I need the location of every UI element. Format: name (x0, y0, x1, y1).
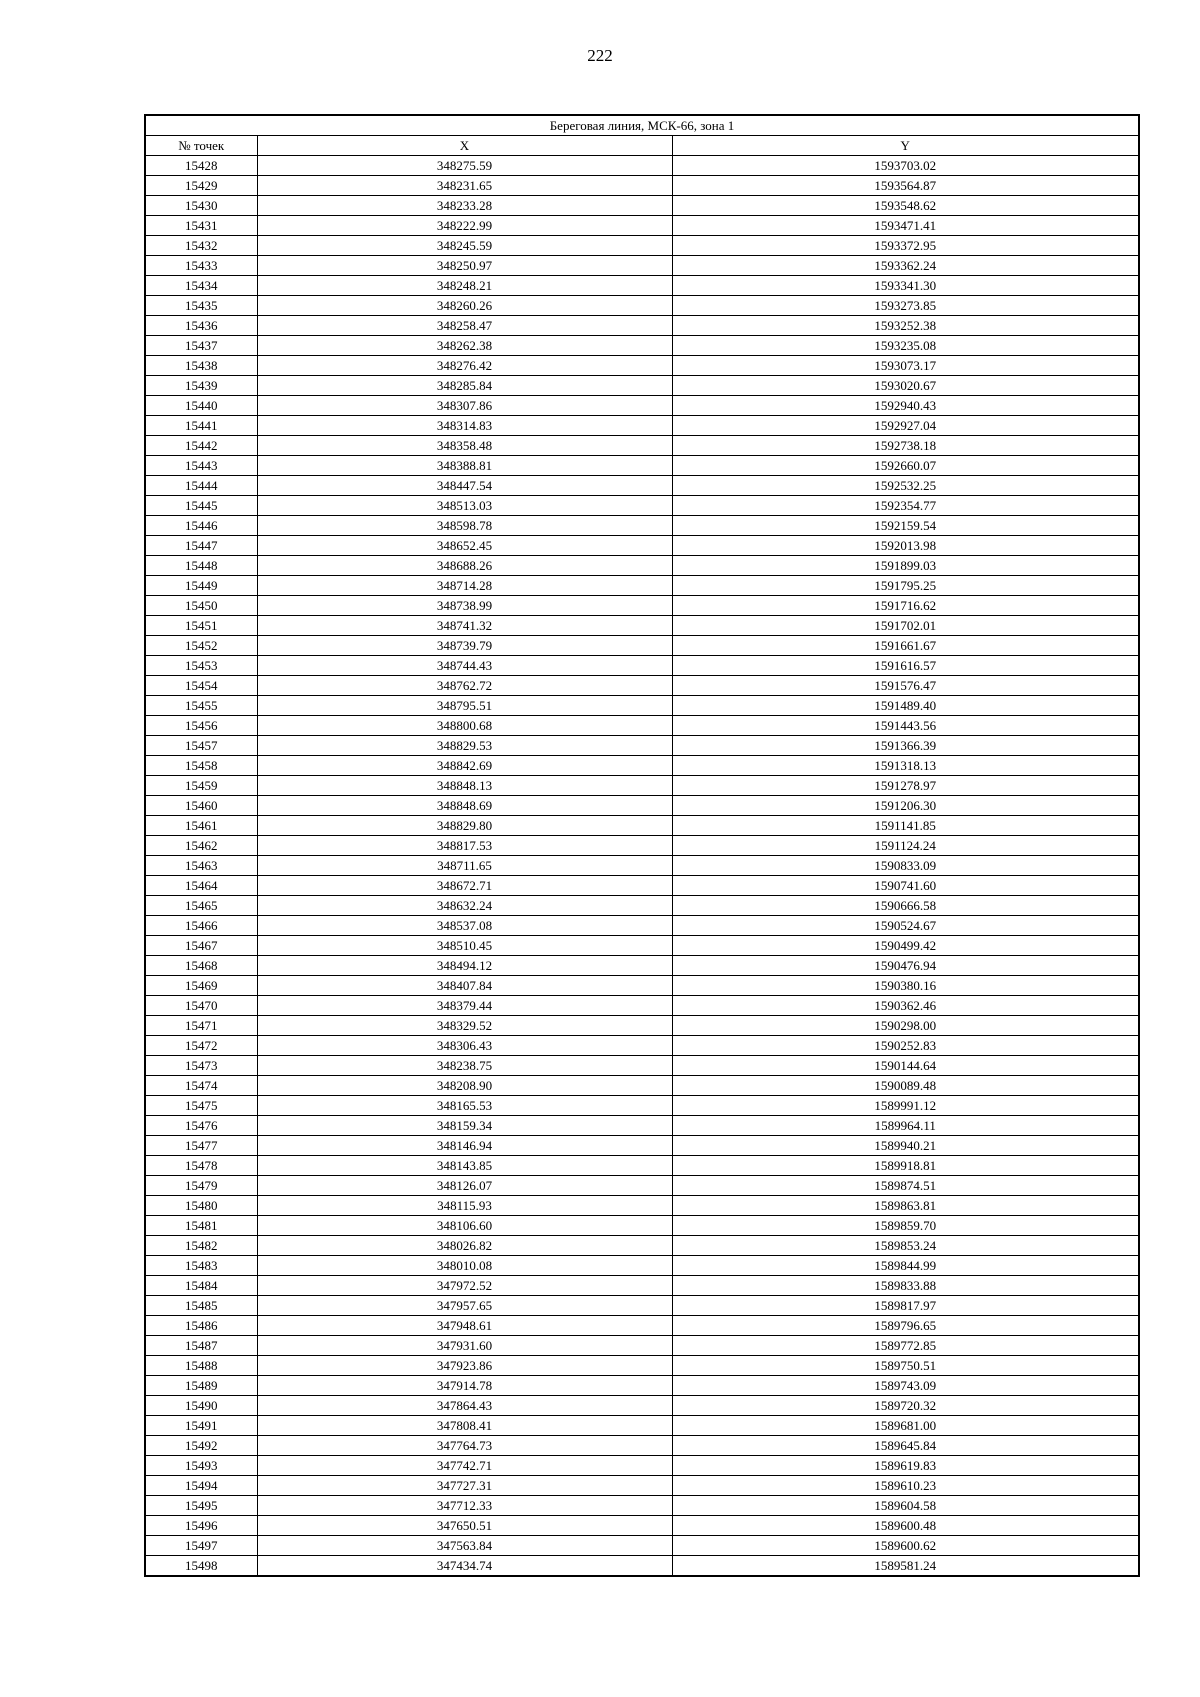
table-row (145, 1136, 1139, 1156)
table-row (145, 336, 1139, 356)
cell-y: 1589720.32 (672, 1396, 1139, 1416)
cell-y: 1589796.65 (672, 1316, 1139, 1336)
cell-y: 1593235.08 (672, 336, 1139, 356)
table-row (145, 736, 1139, 756)
cell-point-number: 15491 (145, 1416, 257, 1436)
cell-y: 1591795.25 (672, 576, 1139, 596)
column-header-point-number: № точек (145, 136, 257, 156)
cell-y: 1591616.57 (672, 656, 1139, 676)
cell-x: 348248.21 (257, 276, 672, 296)
cell-point-number: 15457 (145, 736, 257, 756)
cell-y: 1589918.81 (672, 1156, 1139, 1176)
cell-point-number: 15498 (145, 1556, 257, 1577)
table-row (145, 876, 1139, 896)
cell-point-number: 15496 (145, 1516, 257, 1536)
cell-x: 348026.82 (257, 1236, 672, 1256)
cell-y: 1589844.99 (672, 1256, 1139, 1276)
cell-x: 348285.84 (257, 376, 672, 396)
cell-y: 1589610.23 (672, 1476, 1139, 1496)
cell-x: 348250.97 (257, 256, 672, 276)
cell-y: 1589833.88 (672, 1276, 1139, 1296)
table-row (145, 1076, 1139, 1096)
cell-y: 1593372.95 (672, 236, 1139, 256)
cell-y: 1590524.67 (672, 916, 1139, 936)
cell-x: 348329.52 (257, 1016, 672, 1036)
cell-y: 1590362.46 (672, 996, 1139, 1016)
cell-x: 348159.34 (257, 1116, 672, 1136)
cell-x: 347957.65 (257, 1296, 672, 1316)
table-row (145, 556, 1139, 576)
cell-x: 347742.71 (257, 1456, 672, 1476)
cell-point-number: 15440 (145, 396, 257, 416)
cell-y: 1589940.21 (672, 1136, 1139, 1156)
cell-point-number: 15497 (145, 1536, 257, 1556)
table-row (145, 1196, 1139, 1216)
cell-y: 1590380.16 (672, 976, 1139, 996)
cell-x: 348115.93 (257, 1196, 672, 1216)
cell-y: 1590499.42 (672, 936, 1139, 956)
cell-x: 348714.28 (257, 576, 672, 596)
table-row (145, 1376, 1139, 1396)
cell-x: 348306.43 (257, 1036, 672, 1056)
cell-y: 1589645.84 (672, 1436, 1139, 1456)
cell-y: 1592660.07 (672, 456, 1139, 476)
table-caption: Береговая линия, МСК-66, зона 1 (145, 115, 1139, 136)
cell-y: 1589600.48 (672, 1516, 1139, 1536)
cell-x: 348848.69 (257, 796, 672, 816)
cell-point-number: 15481 (145, 1216, 257, 1236)
cell-point-number: 15452 (145, 636, 257, 656)
cell-x: 348379.44 (257, 996, 672, 1016)
table-row (145, 916, 1139, 936)
table-row (145, 956, 1139, 976)
table-row (145, 756, 1139, 776)
cell-y: 1590666.58 (672, 896, 1139, 916)
cell-point-number: 15453 (145, 656, 257, 676)
column-header-y: Y (672, 136, 1139, 156)
table-row (145, 1476, 1139, 1496)
cell-y: 1591278.97 (672, 776, 1139, 796)
cell-y: 1592738.18 (672, 436, 1139, 456)
cell-y: 1589600.62 (672, 1536, 1139, 1556)
cell-point-number: 15482 (145, 1236, 257, 1256)
cell-x: 347923.86 (257, 1356, 672, 1376)
cell-point-number: 15446 (145, 516, 257, 536)
cell-x: 347434.74 (257, 1556, 672, 1577)
table-row (145, 936, 1139, 956)
cell-point-number: 15462 (145, 836, 257, 856)
cell-y: 1591318.13 (672, 756, 1139, 776)
cell-point-number: 15471 (145, 1016, 257, 1036)
cell-x: 348829.53 (257, 736, 672, 756)
cell-y: 1592927.04 (672, 416, 1139, 436)
cell-point-number: 15445 (145, 496, 257, 516)
table-row (145, 1156, 1139, 1176)
cell-y: 1593471.41 (672, 216, 1139, 236)
table-row (145, 816, 1139, 836)
cell-x: 347931.60 (257, 1336, 672, 1356)
cell-point-number: 15479 (145, 1176, 257, 1196)
cell-point-number: 15428 (145, 156, 257, 176)
cell-point-number: 15450 (145, 596, 257, 616)
cell-point-number: 15439 (145, 376, 257, 396)
cell-point-number: 15472 (145, 1036, 257, 1056)
table-row (145, 1116, 1139, 1136)
table-row (145, 356, 1139, 376)
cell-x: 348842.69 (257, 756, 672, 776)
cell-y: 1593073.17 (672, 356, 1139, 376)
cell-point-number: 15435 (145, 296, 257, 316)
cell-point-number: 15475 (145, 1096, 257, 1116)
cell-x: 348143.85 (257, 1156, 672, 1176)
table-row (145, 976, 1139, 996)
cell-x: 348208.90 (257, 1076, 672, 1096)
cell-x: 348307.86 (257, 396, 672, 416)
cell-point-number: 15494 (145, 1476, 257, 1496)
table-row (145, 456, 1139, 476)
cell-x: 348672.71 (257, 876, 672, 896)
cell-y: 1591576.47 (672, 676, 1139, 696)
cell-y: 1593020.67 (672, 376, 1139, 396)
table-row (145, 1516, 1139, 1536)
cell-y: 1590476.94 (672, 956, 1139, 976)
cell-point-number: 15488 (145, 1356, 257, 1376)
cell-x: 348494.12 (257, 956, 672, 976)
cell-y: 1590298.00 (672, 1016, 1139, 1036)
table-row (145, 796, 1139, 816)
cell-point-number: 15484 (145, 1276, 257, 1296)
table-row (145, 696, 1139, 716)
table-row (145, 536, 1139, 556)
cell-x: 348258.47 (257, 316, 672, 336)
table-row (145, 1356, 1139, 1376)
cell-x: 347563.84 (257, 1536, 672, 1556)
table-row (145, 316, 1139, 336)
cell-y: 1591206.30 (672, 796, 1139, 816)
cell-x: 348447.54 (257, 476, 672, 496)
table-row (145, 576, 1139, 596)
table-row (145, 1396, 1139, 1416)
cell-y: 1593252.38 (672, 316, 1139, 336)
column-header-x: X (257, 136, 672, 156)
cell-y: 1590144.64 (672, 1056, 1139, 1076)
cell-point-number: 15451 (145, 616, 257, 636)
cell-y: 1589817.97 (672, 1296, 1139, 1316)
table-row (145, 776, 1139, 796)
cell-point-number: 15429 (145, 176, 257, 196)
cell-x: 347948.61 (257, 1316, 672, 1336)
cell-point-number: 15441 (145, 416, 257, 436)
table-row (145, 516, 1139, 536)
cell-x: 348010.08 (257, 1256, 672, 1276)
cell-point-number: 15492 (145, 1436, 257, 1456)
cell-point-number: 15470 (145, 996, 257, 1016)
table-row (145, 1236, 1139, 1256)
cell-x: 348275.59 (257, 156, 672, 176)
cell-x: 347914.78 (257, 1376, 672, 1396)
cell-y: 1593362.24 (672, 256, 1139, 276)
cell-y: 1592159.54 (672, 516, 1139, 536)
table-row (145, 276, 1139, 296)
cell-point-number: 15473 (145, 1056, 257, 1076)
cell-point-number: 15456 (145, 716, 257, 736)
cell-point-number: 15487 (145, 1336, 257, 1356)
cell-x: 348738.99 (257, 596, 672, 616)
cell-x: 347972.52 (257, 1276, 672, 1296)
table-row (145, 996, 1139, 1016)
table-row (145, 236, 1139, 256)
cell-x: 347864.43 (257, 1396, 672, 1416)
table-row (145, 856, 1139, 876)
table-caption-row (145, 115, 1139, 136)
cell-point-number: 15444 (145, 476, 257, 496)
cell-x: 348744.43 (257, 656, 672, 676)
table-row (145, 1036, 1139, 1056)
cell-point-number: 15434 (145, 276, 257, 296)
cell-point-number: 15474 (145, 1076, 257, 1096)
cell-x: 348407.84 (257, 976, 672, 996)
table-row (145, 396, 1139, 416)
cell-x: 348762.72 (257, 676, 672, 696)
table-row (145, 496, 1139, 516)
table-row (145, 156, 1139, 176)
cell-x: 348388.81 (257, 456, 672, 476)
table-row (145, 256, 1139, 276)
cell-y: 1589853.24 (672, 1236, 1139, 1256)
cell-x: 348800.68 (257, 716, 672, 736)
cell-y: 1590833.09 (672, 856, 1139, 876)
cell-point-number: 15459 (145, 776, 257, 796)
table-row (145, 1316, 1139, 1336)
cell-point-number: 15490 (145, 1396, 257, 1416)
table-row (145, 636, 1139, 656)
cell-x: 348358.48 (257, 436, 672, 456)
table-row (145, 836, 1139, 856)
cell-x: 348848.13 (257, 776, 672, 796)
table-row (145, 1056, 1139, 1076)
cell-point-number: 15483 (145, 1256, 257, 1276)
cell-point-number: 15449 (145, 576, 257, 596)
table-row (145, 1416, 1139, 1436)
table-row (145, 1536, 1139, 1556)
table-row (145, 216, 1139, 236)
table-row (145, 676, 1139, 696)
table-row (145, 616, 1139, 636)
cell-x: 347712.33 (257, 1496, 672, 1516)
table-row (145, 176, 1139, 196)
cell-x: 348146.94 (257, 1136, 672, 1156)
cell-y: 1591716.62 (672, 596, 1139, 616)
cell-y: 1592940.43 (672, 396, 1139, 416)
cell-point-number: 15443 (145, 456, 257, 476)
table-row (145, 1296, 1139, 1316)
cell-point-number: 15460 (145, 796, 257, 816)
cell-y: 1591661.67 (672, 636, 1139, 656)
cell-point-number: 15447 (145, 536, 257, 556)
table-row (145, 296, 1139, 316)
cell-x: 348314.83 (257, 416, 672, 436)
cell-x: 348537.08 (257, 916, 672, 936)
cell-y: 1592013.98 (672, 536, 1139, 556)
cell-y: 1589772.85 (672, 1336, 1139, 1356)
cell-x: 348245.59 (257, 236, 672, 256)
cell-x: 348632.24 (257, 896, 672, 916)
cell-point-number: 15454 (145, 676, 257, 696)
cell-x: 348711.65 (257, 856, 672, 876)
cell-y: 1589859.70 (672, 1216, 1139, 1236)
table-row (145, 716, 1139, 736)
cell-point-number: 15448 (145, 556, 257, 576)
cell-x: 347650.51 (257, 1516, 672, 1536)
cell-y: 1591489.40 (672, 696, 1139, 716)
cell-point-number: 15476 (145, 1116, 257, 1136)
cell-point-number: 15468 (145, 956, 257, 976)
cell-y: 1591702.01 (672, 616, 1139, 636)
cell-y: 1589604.58 (672, 1496, 1139, 1516)
cell-point-number: 15458 (145, 756, 257, 776)
cell-y: 1589619.83 (672, 1456, 1139, 1476)
cell-y: 1590252.83 (672, 1036, 1139, 1056)
coordinates-table (144, 114, 1140, 1577)
cell-x: 348510.45 (257, 936, 672, 956)
cell-y: 1589863.81 (672, 1196, 1139, 1216)
cell-y: 1589743.09 (672, 1376, 1139, 1396)
cell-x: 347727.31 (257, 1476, 672, 1496)
cell-point-number: 15469 (145, 976, 257, 996)
table-row (145, 476, 1139, 496)
cell-point-number: 15489 (145, 1376, 257, 1396)
cell-y: 1589874.51 (672, 1176, 1139, 1196)
cell-y: 1591899.03 (672, 556, 1139, 576)
table-row (145, 196, 1139, 216)
cell-point-number: 15465 (145, 896, 257, 916)
cell-x: 348739.79 (257, 636, 672, 656)
cell-point-number: 15466 (145, 916, 257, 936)
cell-point-number: 15485 (145, 1296, 257, 1316)
cell-point-number: 15442 (145, 436, 257, 456)
cell-x: 348126.07 (257, 1176, 672, 1196)
table-body (145, 156, 1139, 1577)
cell-y: 1591124.24 (672, 836, 1139, 856)
cell-y: 1593703.02 (672, 156, 1139, 176)
cell-point-number: 15478 (145, 1156, 257, 1176)
cell-x: 348106.60 (257, 1216, 672, 1236)
cell-point-number: 15437 (145, 336, 257, 356)
cell-y: 1589681.00 (672, 1416, 1139, 1436)
cell-point-number: 15430 (145, 196, 257, 216)
table-row (145, 1016, 1139, 1036)
cell-x: 348795.51 (257, 696, 672, 716)
cell-x: 348652.45 (257, 536, 672, 556)
cell-y: 1589964.11 (672, 1116, 1139, 1136)
cell-y: 1589581.24 (672, 1556, 1139, 1577)
cell-y: 1592354.77 (672, 496, 1139, 516)
cell-x: 348688.26 (257, 556, 672, 576)
table-row (145, 1256, 1139, 1276)
cell-x: 348231.65 (257, 176, 672, 196)
table-row (145, 1336, 1139, 1356)
table-row (145, 1096, 1139, 1116)
cell-point-number: 15433 (145, 256, 257, 276)
cell-x: 348233.28 (257, 196, 672, 216)
table-row (145, 1276, 1139, 1296)
cell-point-number: 15493 (145, 1456, 257, 1476)
cell-point-number: 15463 (145, 856, 257, 876)
cell-point-number: 15495 (145, 1496, 257, 1516)
cell-y: 1590089.48 (672, 1076, 1139, 1096)
table-row (145, 416, 1139, 436)
cell-y: 1593564.87 (672, 176, 1139, 196)
cell-y: 1593341.30 (672, 276, 1139, 296)
cell-x: 348260.26 (257, 296, 672, 316)
cell-x: 348276.42 (257, 356, 672, 376)
table-row (145, 436, 1139, 456)
cell-point-number: 15438 (145, 356, 257, 376)
cell-x: 348262.38 (257, 336, 672, 356)
table-row (145, 656, 1139, 676)
cell-y: 1593548.62 (672, 196, 1139, 216)
cell-point-number: 15455 (145, 696, 257, 716)
table-row (145, 1436, 1139, 1456)
cell-point-number: 15436 (145, 316, 257, 336)
cell-x: 348222.99 (257, 216, 672, 236)
cell-point-number: 15486 (145, 1316, 257, 1336)
table-row (145, 1556, 1139, 1577)
cell-x: 348817.53 (257, 836, 672, 856)
cell-point-number: 15461 (145, 816, 257, 836)
cell-point-number: 15480 (145, 1196, 257, 1216)
table-row (145, 896, 1139, 916)
cell-x: 348238.75 (257, 1056, 672, 1076)
cell-point-number: 15477 (145, 1136, 257, 1156)
cell-x: 348598.78 (257, 516, 672, 536)
cell-y: 1589750.51 (672, 1356, 1139, 1376)
cell-y: 1589991.12 (672, 1096, 1139, 1116)
cell-x: 347764.73 (257, 1436, 672, 1456)
cell-y: 1592532.25 (672, 476, 1139, 496)
table-row (145, 1176, 1139, 1196)
cell-y: 1593273.85 (672, 296, 1139, 316)
cell-point-number: 15431 (145, 216, 257, 236)
table-row (145, 376, 1139, 396)
cell-y: 1590741.60 (672, 876, 1139, 896)
page-number: 222 (587, 46, 613, 65)
cell-y: 1591141.85 (672, 816, 1139, 836)
cell-point-number: 15432 (145, 236, 257, 256)
cell-x: 348741.32 (257, 616, 672, 636)
table-row (145, 596, 1139, 616)
table-row (145, 1456, 1139, 1476)
table-row (145, 1496, 1139, 1516)
cell-y: 1591443.56 (672, 716, 1139, 736)
cell-x: 348829.80 (257, 816, 672, 836)
cell-x: 348165.53 (257, 1096, 672, 1116)
cell-y: 1591366.39 (672, 736, 1139, 756)
cell-x: 347808.41 (257, 1416, 672, 1436)
cell-point-number: 15464 (145, 876, 257, 896)
table-header-row (145, 136, 1139, 156)
table-row (145, 1216, 1139, 1236)
cell-x: 348513.03 (257, 496, 672, 516)
cell-point-number: 15467 (145, 936, 257, 956)
